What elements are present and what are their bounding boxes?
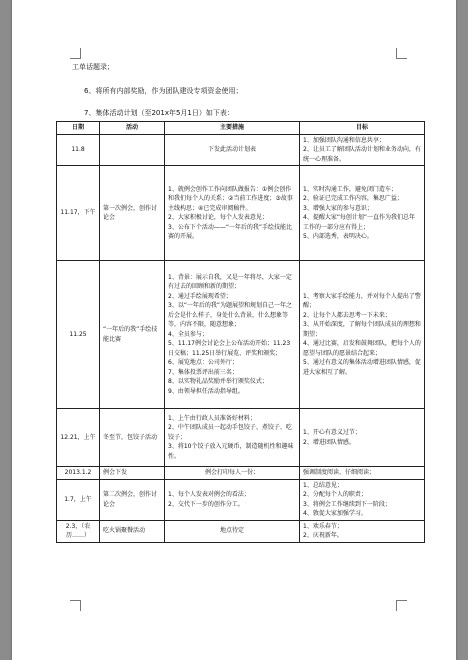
goal-item: 3、增强大家的参与意识； [303,204,373,212]
header-goals: 目标 [300,122,425,135]
row-date: 2013.1.2 [57,467,100,480]
table-row [57,479,425,520]
header-date: 日期 [57,122,100,135]
measure-item: 6、展览地点：公司外厅； [168,359,238,367]
goal-item: 1、总结意见； [303,481,343,489]
goal-item: 2、庆祝新年。 [303,532,343,539]
row-goals [300,409,425,467]
row-measures [165,467,300,480]
row-goals [300,479,425,520]
row-date: 12.21，上午 [57,409,100,467]
document-page [12,0,456,660]
measure-item: 1、背景：展示自我，又是一年将尽，大家一定有过去的回顾和新的期望； [168,273,292,291]
measure-item: 5、11.17例会讨论会上公布活动开始；11.23日交稿；11.25日举行展览、评奖和颁奖； [168,340,291,357]
measure-item: 下发此活动计划表 [207,146,256,153]
row-activity: 例会下发 [100,467,165,480]
row-measures [165,166,300,261]
measure-item: 1、每个人发表对例会的看法； [168,491,250,498]
table-row [57,261,425,409]
row-goals [300,261,425,409]
goal-item: 1、加强团队沟通和信息共享； [303,136,385,144]
measure-item: 2、通过手绘展现希望； [168,292,232,300]
measure-item: 例会打印每人一份； [204,469,259,476]
row-activity: 第一次例会，创作讨论会 [100,166,165,261]
activity-plan-table [56,121,425,543]
row-goals [300,134,425,166]
row-goals [300,520,425,542]
measure-item: 3、将10个饺子放入元硬币，制造随机性和趣味性。 [168,443,294,460]
measure-item: 2、中午团队成员一起动手包饺子、煮饺子、吃饺子； [168,424,292,441]
row-date: 2.3，（农历……） [57,520,100,542]
row-activity: 第二次例会，创作讨论会 [100,479,165,520]
text-line-item6: 6、将所有内部奖励，作为团队建设专项资金使用； [84,87,243,95]
goal-item: 2、让每个人都去思考一下未来； [303,311,391,319]
goal-item: 4、敦促大家加强学习。 [303,510,367,517]
header-activity: 活动 [100,122,165,135]
row-measures [165,261,300,409]
goal-item: 5、内部选秀，表明决心。 [303,233,373,240]
goal-item: 1、开心有意义过节； [303,429,361,436]
row-goals [300,467,425,480]
goal-item: 2、分配每个人的职责； [303,491,367,498]
table-row [57,467,425,480]
goal-item: 2、让员工了解团队活动计划和业务动向，有统一心理准备。 [303,146,421,163]
goal-item: 1、考察大家手绘能力，并对每个人提出了警醒； [303,292,421,310]
measure-item: 1、上午由行政人员准备好材料； [168,414,256,422]
row-activity: 吃火锅聚餐活动 [100,520,165,542]
crop-mark-bottom-right [396,600,407,611]
row-measures [165,409,300,467]
crop-mark-top-right [396,48,407,59]
text-line-item7: 7、集体活动计划（至201x年5月1日）如下表： [84,109,234,117]
row-date: 11.8 [57,134,100,166]
goal-item: 强调制度阅读、仔细阅读； [303,469,376,476]
crop-mark-bottom-left [70,600,81,611]
measure-item: 2、交代下一步的创作分工。 [168,500,244,508]
goal-item: 4、提醒大家“每创计划”一直作为我们总年工作的一部分应有得上； [303,214,416,231]
measure-item: 地点待定 [219,527,244,535]
measure-item: 9、由领导担任活动指导组。 [168,387,244,395]
text-line-top: 工单话题录； [72,63,114,71]
goal-item: 2、增进团队情感。 [303,438,355,446]
header-measures: 主要措施 [165,122,300,135]
row-measures [165,134,300,166]
row-activity: 冬至节，包饺子活动 [100,409,165,467]
table-row [57,409,425,467]
goal-item: 1、实时沟通工作，避免闭门造车； [303,185,397,193]
goal-item: 4、通过比赛，启发和鼓舞团队，把每个人的愿望与团队的愿景结合起来； [303,340,421,357]
crop-mark-top-left [70,48,81,59]
goal-item: 3、将例会工作继续到下一阶段； [303,500,391,508]
row-date: 11.17，下午 [57,166,100,261]
measure-item: 3、公布下个活动——“一年后的我”手绘技能比赛的开展。 [168,223,293,240]
goal-item: 2、验证已完成工作内容，集思广益； [303,195,403,202]
row-goals [300,166,425,261]
table-header-row [57,122,425,135]
table-body [57,134,425,542]
table-row [57,520,425,542]
row-date: 11.25 [57,261,100,409]
row-measures [165,520,300,542]
measure-item: 4、全员参与； [168,330,208,338]
table-row [57,134,425,166]
measure-item: 2、大家积极讨论，每个人发表意见； [168,214,268,221]
measure-item: 7、集体投票评出前三名； [168,368,238,376]
table-row [57,166,425,261]
measure-item: 8、以实物礼品奖励并举行颁奖仪式； [168,378,268,386]
row-activity: “一年后的我”手绘技能比赛 [100,261,165,409]
goal-item: 5、通过有意义的集体活动增进团队情感，促进大家相互了解。 [303,359,421,376]
row-date: 1.7，上午 [57,479,100,520]
goal-item: 3、从开始深度，了解每个团队成员的理想和期望； [303,321,421,338]
row-measures [165,479,300,520]
measure-item: 1、就例会创作工作向团队做报告：①例会创作和我们每个人的关系；②当前工作进度；③故事主线构思；④已完成审阅稿件。 [168,185,293,212]
row-activity [100,134,165,166]
measure-item: 3、以“一年后的我”为题展望和规划自己一年之后会是什么样子，身处什么背景，什么想象等等，内容不限，随意想象； [168,302,293,329]
goal-item: 1、欢乐春节； [303,522,343,530]
